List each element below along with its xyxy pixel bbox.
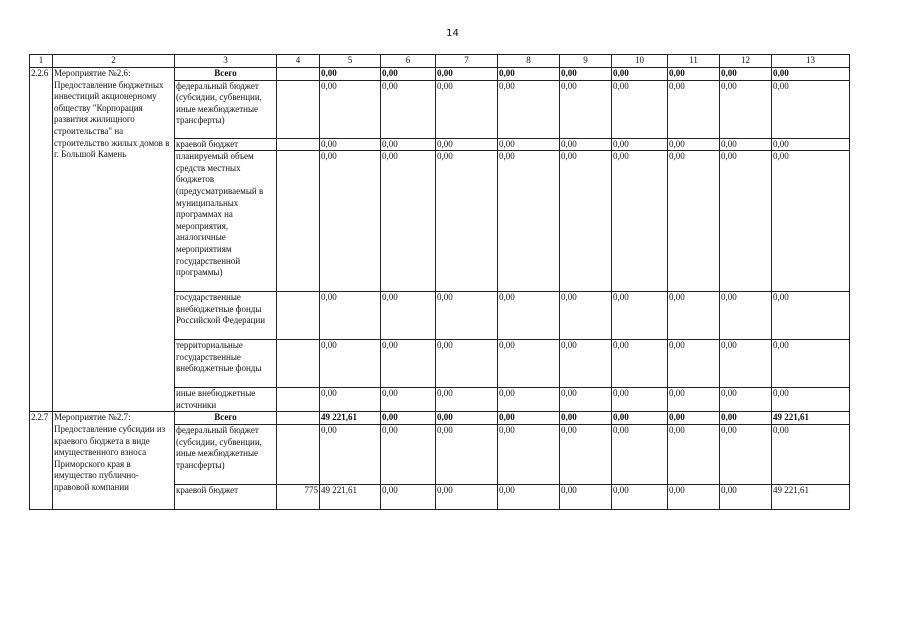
amount-cell: 0,00: [720, 68, 772, 81]
amount-cell: 0,00: [498, 424, 560, 484]
column-header-7: 7: [436, 55, 498, 68]
column-header-5: 5: [320, 55, 381, 68]
amount-cell: 0,00: [498, 138, 560, 151]
amount-cell: 0,00: [320, 340, 381, 388]
funding-source-total: Всего: [175, 68, 277, 81]
event-code: 2.2.7: [30, 412, 53, 510]
amount-cell: 0,00: [436, 292, 498, 340]
amount-cell: 49 221,61: [320, 412, 381, 425]
amount-cell: 0,00: [612, 412, 668, 425]
amount-cell: 0,00: [720, 388, 772, 412]
amount-cell: 0,00: [668, 424, 720, 484]
budget-code-cell: [277, 68, 320, 81]
amount-cell: 0,00: [612, 424, 668, 484]
amount-cell: 0,00: [381, 412, 436, 425]
column-header-13: 13: [772, 55, 850, 68]
amount-cell: 0,00: [772, 292, 850, 340]
column-header-8: 8: [498, 55, 560, 68]
funding-source: краевой бюджет: [175, 484, 277, 509]
column-header-3: 3: [175, 55, 277, 68]
budget-table: [29, 54, 850, 510]
amount-cell: 0,00: [772, 424, 850, 484]
amount-cell: 0,00: [612, 138, 668, 151]
amount-cell: 0,00: [498, 292, 560, 340]
amount-cell: 0,00: [320, 292, 381, 340]
amount-cell: 0,00: [560, 80, 612, 138]
amount-cell: 0,00: [381, 424, 436, 484]
funding-source: федеральный бюджет (субсидии, субвенции, иные межбюджетные трансферты): [175, 424, 277, 484]
amount-cell: 0,00: [668, 151, 720, 292]
funding-source: иные внебюджетные источники: [175, 388, 277, 412]
funding-source: федеральный бюджет (субсидии, субвенции, иные межбюджетные трансферты): [175, 80, 277, 138]
amount-cell: 0,00: [436, 424, 498, 484]
amount-cell: 0,00: [720, 292, 772, 340]
amount-cell: 0,00: [612, 484, 668, 509]
column-header-11: 11: [668, 55, 720, 68]
amount-cell: 0,00: [720, 424, 772, 484]
column-number-row: [30, 55, 850, 68]
amount-cell: 0,00: [560, 151, 612, 292]
amount-cell: 0,00: [498, 80, 560, 138]
amount-cell: 49 221,61: [320, 484, 381, 509]
amount-cell: 0,00: [720, 80, 772, 138]
table-row: [30, 412, 850, 425]
column-header-6: 6: [381, 55, 436, 68]
amount-cell: 49 221,61: [772, 412, 850, 425]
amount-cell: 0,00: [436, 68, 498, 81]
funding-source: государственные внебюджетные фонды Российской Федерации: [175, 292, 277, 340]
budget-code-cell: [277, 412, 320, 425]
amount-cell: 0,00: [668, 292, 720, 340]
amount-cell: 0,00: [320, 388, 381, 412]
amount-cell: 0,00: [320, 151, 381, 292]
amount-cell: 0,00: [436, 151, 498, 292]
budget-code-cell: [277, 151, 320, 292]
amount-cell: 0,00: [381, 388, 436, 412]
amount-cell: 0,00: [668, 484, 720, 509]
amount-cell: 0,00: [668, 340, 720, 388]
amount-cell: 0,00: [772, 138, 850, 151]
amount-cell: 0,00: [720, 340, 772, 388]
amount-cell: 0,00: [772, 388, 850, 412]
event-name: Мероприятие №2.6: Предоставление бюджетных инвестиций акционерному обществу "Корпорация развития жилищного строительства" на строительство жилых домов в г. Большой Камень: [53, 68, 175, 412]
budget-code-cell: [277, 424, 320, 484]
amount-cell: 0,00: [668, 412, 720, 425]
event-name: Мероприятие №2.7: Предоставление субсидии из краевого бюджета в виде имущественного взноса Приморского края в имущество публично-правовой компании: [53, 412, 175, 510]
amount-cell: 0,00: [668, 80, 720, 138]
budget-code-cell: [277, 388, 320, 412]
amount-cell: 0,00: [498, 484, 560, 509]
amount-cell: 0,00: [498, 151, 560, 292]
column-header-12: 12: [720, 55, 772, 68]
column-header-2: 2: [53, 55, 175, 68]
amount-cell: 0,00: [381, 292, 436, 340]
amount-cell: 0,00: [560, 292, 612, 340]
amount-cell: 0,00: [720, 151, 772, 292]
amount-cell: 0,00: [560, 388, 612, 412]
amount-cell: 0,00: [560, 424, 612, 484]
amount-cell: 0,00: [320, 80, 381, 138]
budget-code-cell: [277, 292, 320, 340]
amount-cell: 0,00: [772, 68, 850, 81]
event-code: 2.2.6: [30, 68, 53, 412]
amount-cell: 0,00: [436, 80, 498, 138]
amount-cell: 0,00: [381, 80, 436, 138]
amount-cell: 0,00: [498, 388, 560, 412]
column-header-4: 4: [277, 55, 320, 68]
amount-cell: 0,00: [320, 68, 381, 81]
amount-cell: 0,00: [612, 68, 668, 81]
amount-cell: 0,00: [560, 412, 612, 425]
amount-cell: 0,00: [498, 68, 560, 81]
amount-cell: 0,00: [772, 151, 850, 292]
amount-cell: 0,00: [436, 138, 498, 151]
amount-cell: 0,00: [436, 412, 498, 425]
amount-cell: 0,00: [612, 388, 668, 412]
funding-source: краевой бюджет: [175, 138, 277, 151]
amount-cell: 0,00: [612, 151, 668, 292]
funding-source: территориальные государственные внебюджетные фонды: [175, 340, 277, 388]
amount-cell: 0,00: [381, 68, 436, 81]
amount-cell: 0,00: [560, 138, 612, 151]
budget-code-cell: [277, 80, 320, 138]
amount-cell: 0,00: [612, 340, 668, 388]
amount-cell: 0,00: [560, 340, 612, 388]
amount-cell: 0,00: [381, 151, 436, 292]
amount-cell: 0,00: [612, 292, 668, 340]
column-header-10: 10: [612, 55, 668, 68]
amount-cell: 0,00: [436, 340, 498, 388]
amount-cell: 0,00: [612, 80, 668, 138]
amount-cell: 49 221,61: [772, 484, 850, 509]
column-header-9: 9: [560, 55, 612, 68]
funding-source: планируемый объем средств местных бюджетов (предусматриваемый в муниципальных программах на мероприятия, аналогичные мероприятиям государственной программы): [175, 151, 277, 292]
amount-cell: 0,00: [560, 68, 612, 81]
amount-cell: 0,00: [381, 484, 436, 509]
funding-source-total: Всего: [175, 412, 277, 425]
budget-code-cell: [277, 340, 320, 388]
amount-cell: 0,00: [560, 484, 612, 509]
amount-cell: 0,00: [381, 138, 436, 151]
amount-cell: 0,00: [720, 412, 772, 425]
amount-cell: 0,00: [720, 138, 772, 151]
amount-cell: 0,00: [320, 138, 381, 151]
amount-cell: 0,00: [320, 424, 381, 484]
amount-cell: 0,00: [772, 340, 850, 388]
amount-cell: 0,00: [498, 412, 560, 425]
amount-cell: 0,00: [436, 484, 498, 509]
page-number: 14: [446, 28, 459, 39]
amount-cell: 0,00: [772, 80, 850, 138]
budget-code-cell: 775: [277, 484, 320, 509]
amount-cell: 0,00: [381, 340, 436, 388]
amount-cell: 0,00: [498, 340, 560, 388]
amount-cell: 0,00: [668, 68, 720, 81]
column-header-1: 1: [30, 55, 53, 68]
amount-cell: 0,00: [720, 484, 772, 509]
amount-cell: 0,00: [668, 388, 720, 412]
table-row: [30, 68, 850, 81]
amount-cell: 0,00: [668, 138, 720, 151]
amount-cell: 0,00: [436, 388, 498, 412]
budget-code-cell: [277, 138, 320, 151]
